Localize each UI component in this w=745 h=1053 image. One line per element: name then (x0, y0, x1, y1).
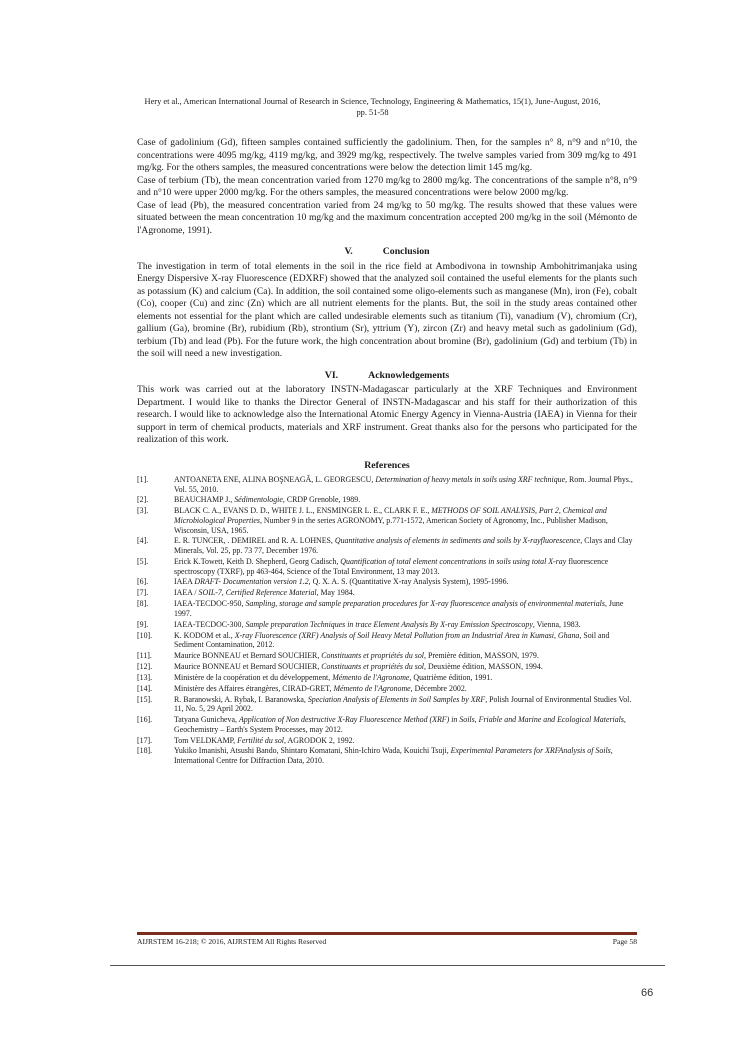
reference-source: , Clays and Clay Minerals, Vol. 25, pp. 73 77, December 1976. (174, 536, 633, 556)
reference-number: [18]. (137, 746, 153, 756)
reference-authors: Maurice BONNEAU et Bernard SOUCHIER, (174, 651, 322, 661)
reference-text (174, 506, 637, 535)
reference-source: , Quatrième édition, 1991. (409, 672, 493, 682)
reference-number: [7]. (137, 588, 149, 598)
reference-item (137, 506, 637, 535)
reference-title: Mémento de l'Agronome (333, 683, 411, 693)
reference-text (174, 695, 637, 714)
reference-title: Sédimentologie (234, 495, 283, 505)
reference-text (174, 684, 637, 694)
reference-source: , Soil and Sediment Contamination, 2012. (174, 630, 610, 650)
reference-source: , Vienna, 1983. (532, 619, 581, 629)
footer-rule (137, 932, 637, 935)
paragraph-lead: Case of lead (Pb), the measured concentration varied from 24 mg/kg to 50 mg/kg. The results showed that these values were situated between the mean concentration 10 mg/kg and the maximum concentration accepted 200 mg/kg in the soil (Mémonto de l'Agronome, 1991). (137, 199, 637, 236)
reference-title: Experimental Parameters for XRFAnalysis of Soils (450, 746, 611, 756)
reference-text (174, 715, 637, 734)
paragraph-terbium: Case of terbium (Tb), the mean concentration varied from 1270 mg/kg to 2800 mg/kg. The concentrations of the sample n°8, n°9 and n°10 were upper 2000 mg/kg. For the others samples, the measured concentrations were below 2000 mg/kg. (137, 174, 637, 198)
reference-number: [11]. (137, 651, 152, 661)
article-body (137, 137, 637, 767)
reference-number: [13]. (137, 672, 153, 682)
reference-authors: BLACK C. A., EVANS D. D., WHITE J. L., ENSMINGER L. E., CLARK F. E., (174, 506, 432, 516)
reference-text (174, 620, 637, 630)
reference-source: , Deuxième édition, MASSON, 1994. (424, 661, 543, 671)
reference-item (137, 536, 637, 555)
reference-title: DRAFT- Documentation version 1.2 (194, 577, 309, 587)
reference-authors: ANTOANETA ENE, ALINA BOŞNEAGĂ, L. GEORGESCU, (174, 475, 376, 484)
reference-title: Quantitative analysis of elements in sediments and soils by X-rayfluorescence (334, 536, 581, 546)
reference-item (137, 475, 637, 494)
reference-text (174, 557, 637, 576)
reference-item (137, 651, 637, 661)
reference-authors: Tatyana Gunicheva, (174, 715, 239, 725)
reference-text (174, 536, 637, 555)
reference-source: , Number 9 in the series AGRONOMY, p.771-1572, American Society of Agronomy, Inc., Publisher Madison, Wisconsin, USA, 1965. (174, 515, 608, 535)
reference-source: , May 1984. (316, 588, 355, 598)
reference-source: , Rom. Journal Phys., Vol. 55, 2010. (174, 475, 633, 494)
header-citation: Hery et al., American International Journal of Research in Science, Technology, Engineering & Mathematics, 15(1), June-August, 2016, (144, 97, 601, 106)
reference-title: SOIL-7, Certified Reference Material (198, 588, 317, 598)
reference-item (137, 557, 637, 576)
reference-number: [6]. (137, 577, 149, 587)
reference-title: Sample preparation Techniques in trace Element Analysis By X-ray Emission Spectroscopy (245, 619, 533, 629)
reference-number: [3]. (137, 506, 149, 516)
reference-item (137, 495, 637, 505)
reference-source: , Q. X. A. S. (Quantitative X-ray Analysis System), 1995-1996. (308, 577, 509, 587)
reference-authors: Tom VELDKAMP, (174, 735, 238, 745)
reference-title: Fertilité du sol (237, 735, 284, 745)
reference-title: Application of Non destructive X-Ray Fluorescence Method (XRF) in Soils, Friable and Marine and Ecological Materials (238, 715, 624, 725)
reference-number: [10]. (137, 630, 153, 640)
conclusion-title: Conclusion (382, 246, 430, 257)
reference-title: Constituants et propriétés du sol (321, 651, 424, 661)
reference-authors: Ministère de la coopération et du développement, (174, 672, 333, 682)
reference-text (174, 588, 637, 598)
reference-title: Quantification of total element concentrations in soils using total X-ray (340, 556, 567, 566)
reference-title: Mémento de l'Agronome (332, 672, 410, 682)
reference-text (174, 475, 637, 494)
reference-source: fluorescence spectroscopy (TXRF), pp 463-464, Science of the Total Environment, 13 may 2013. (174, 556, 609, 576)
footer-page-label: Page 58 (612, 937, 637, 946)
reference-source: , CRDP Grenoble, 1989. (282, 495, 361, 505)
reference-item (137, 695, 637, 714)
reference-text (174, 631, 637, 650)
paragraph-gadolinium: Case of gadolinium (Gd), fifteen samples contained sufficiently the gadolinium. Then, for the samples n° 8, n°9 and n°10, the concentrations were 4095 mg/kg, 4119 mg/kg, and 3929 mg/kg, respectively. The twelve samples varied from 309 mg/kg to 491 mg/kg. For the others samples, the measured concentrations were below the detection limit 145 mg/kg. (137, 137, 637, 173)
reference-authors: K. KODOM et al., (174, 630, 235, 640)
reference-authors: Yukiko Imanishi, Atsushi Bando, Shintaro Komatani, Shin-Ichiro Wada, Kouichi Tsuji, (174, 746, 451, 756)
reference-authors: IAEA-TECDOC-300, (174, 619, 246, 629)
reference-text (174, 736, 637, 746)
references-heading: References (364, 459, 410, 471)
reference-item (137, 577, 637, 587)
reference-text (174, 577, 637, 587)
reference-authors: IAEA-TECDOC-950, (174, 599, 246, 609)
running-header (120, 96, 625, 118)
reference-item (137, 631, 637, 650)
conclusion-text: The investigation in term of total elements in the soil in the rice field at Ambodivona in township Ambohitrimanjaka using Energy Dispersive X-ray Fluorescence (EDXRF) showed that the analyzed soil contained the useful elements for the plants such as potassium (K) and calcium (Ca). In addition, the soil contained some oligo-elements such as manganese (Mn), iron (Fe), cobalt (Co), cooper (Cu) and zinc (Zn) which are all nutrient elements for the plants. But, the soil in the study areas contained other elements not essential for the plant which are called undesirable elements such as titanium (Ti), vanadium (V), chromium (Cr), gallium (Ga), bromine (Br), rubidium (Rb), strontium (Sr), yttrium (Y), zircon (Zr) and heavy metal such as gadolinium (Gd), terbium (Tb) and lead (Pb). For the future work, the high concentration about bromine (Br), gadolinium (Gd) and terbium (Tb) in the soil will need a new investigation. (137, 260, 637, 359)
acknowledgements-title: Acknowledgements (368, 369, 450, 381)
reference-text (174, 662, 637, 672)
reference-source: , June 1997. (174, 599, 624, 618)
reference-source: , International Centre for Diffraction Data, 2010. (174, 746, 613, 766)
footer-copyright: AIJRSTEM 16-218; © 2016, AIJRSTEM All Rights Reserved (137, 937, 327, 946)
reference-text (174, 673, 637, 683)
reference-number: [2]. (137, 495, 149, 505)
reference-number: [16]. (137, 715, 153, 725)
conclusion-heading (137, 246, 637, 259)
reference-title: Sampling, storage and sample preparation procedures for X-ray fluorescence analysis of environmental materials (245, 599, 605, 609)
reference-authors: IAEA (174, 577, 195, 587)
reference-authors: Ministère des Affaires étrangères, CIRAD-GRET, (174, 683, 334, 693)
reference-number: [12]. (137, 661, 153, 671)
reference-authors: Maurice BONNEAU et Bernard SOUCHIER, (174, 661, 322, 671)
reference-title: Speciation Analysis of Elements in Soil Samples by XRF (307, 694, 486, 704)
reference-text (174, 495, 637, 505)
reference-number: [17]. (137, 735, 153, 745)
reference-number: [4]. (137, 536, 149, 546)
acknowledgements-text: This work was carried out at the laboratory INSTN-Madagascar particularly at the XRF Techniques and Environment Department. I would like to thanks the Director General of INSTN-Madagascar and his staff for their authorization of this research. I would like to acknowledge also the International Atomic Energy Agency in Vienna-Austria (IAEA) in Vienna for their support in term of chemical products, materials and XRF instrument. Great thanks also for the persons who participated for the realization of this work. (137, 384, 637, 445)
reference-title: Determination of heavy metals in soils using XRF technique (375, 475, 566, 484)
page-number: 66 (641, 987, 654, 999)
reference-list (137, 475, 637, 766)
reference-source: , Geochemistry – Earth's System Processes, may 2012. (174, 715, 626, 734)
reference-number: [1]. (137, 475, 149, 484)
reference-source: , Décembre 2002. (410, 683, 467, 693)
reference-authors: IAEA / (174, 588, 199, 598)
reference-item (137, 588, 637, 598)
bottom-rule (110, 965, 665, 966)
reference-number: [8]. (137, 599, 149, 609)
reference-source: , AGRODOK 2, 1992. (284, 735, 355, 745)
reference-item (137, 715, 637, 734)
reference-authors: BEAUCHAMP J., (174, 495, 235, 505)
reference-title: METHODS OF SOIL ANALYSIS, Part 2, Chemical and Microbiological Properties (174, 506, 607, 525)
reference-number: [14]. (137, 683, 153, 693)
reference-item (137, 620, 637, 630)
acknowledgements-heading (137, 370, 637, 383)
reference-number: [9]. (137, 619, 149, 629)
reference-authors: Erick K.Towett, Keith D. Shepherd, Georg Cadisch, (174, 556, 341, 566)
acknowledgements-number: VI. (324, 369, 339, 381)
reference-item (137, 662, 637, 672)
reference-item (137, 736, 637, 746)
reference-number: [5]. (137, 556, 149, 566)
reference-authors: R. Baranowski, A. Rybak, I. Baranowska, (174, 694, 308, 704)
conclusion-number: V. (344, 246, 353, 257)
reference-source: , Polish Journal of Environmental Studies Vol. 11, No. 5, 29 April 2002. (174, 694, 632, 714)
reference-text (174, 599, 637, 618)
reference-text (174, 651, 637, 661)
reference-title: X-ray Fluorescence (XRF) Analysis of Soil Heavy Metal Pollution from an Industrial Area in Kumasi, Ghana (234, 630, 580, 640)
header-pages: pp. 51-58 (356, 108, 389, 117)
reference-source: , Première édition, MASSON, 1979. (424, 651, 539, 661)
reference-authors: E. R. TUNCER, . DEMIREL and R. A. LOHNES, (174, 536, 335, 546)
reference-item (137, 684, 637, 694)
reference-item (137, 673, 637, 683)
reference-text (174, 746, 637, 765)
reference-title: Constituants et propriétés du sol (321, 661, 424, 671)
footer (137, 937, 637, 946)
reference-number: [15]. (137, 694, 153, 704)
reference-item (137, 599, 637, 618)
reference-item (137, 746, 637, 765)
